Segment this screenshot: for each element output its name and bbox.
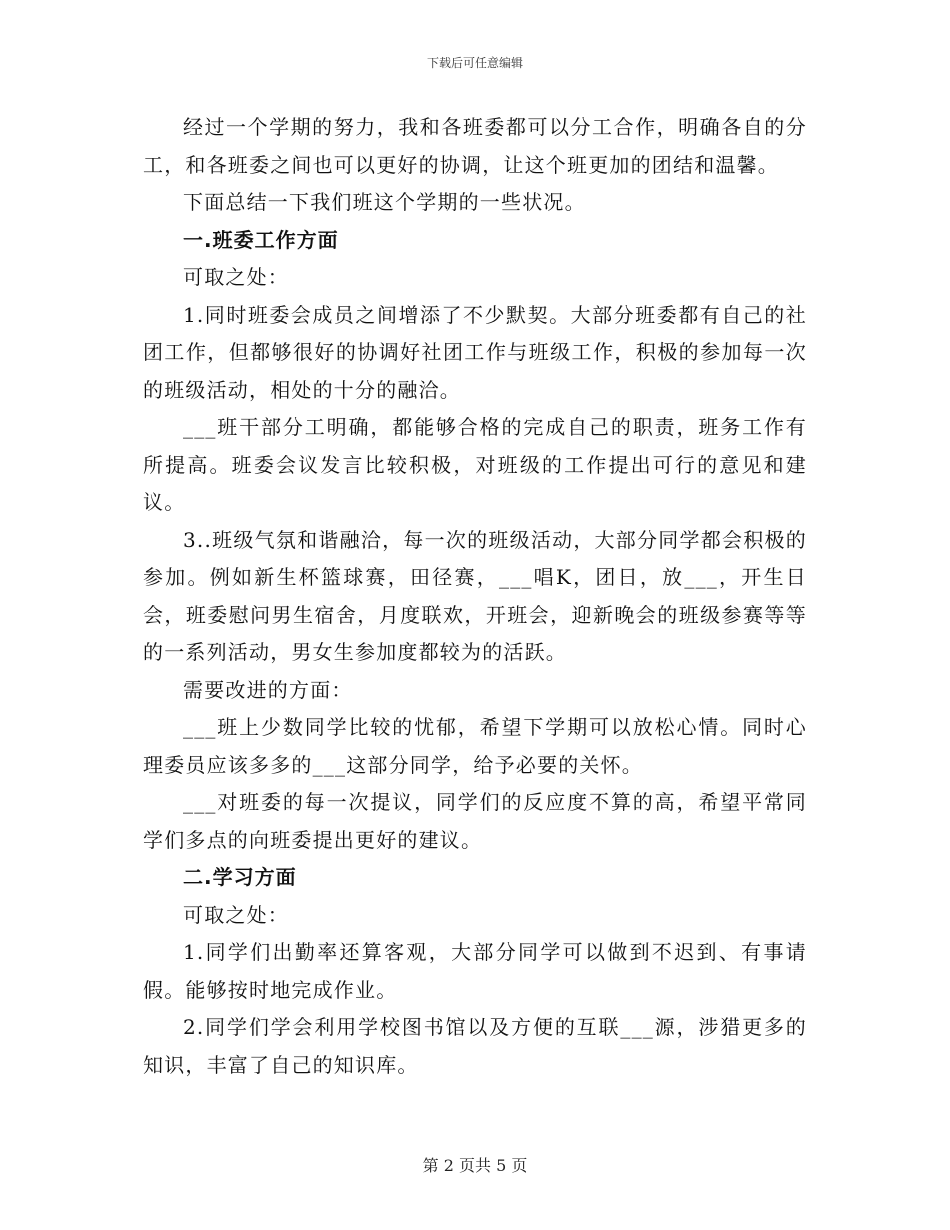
page-header: 下载后可任意编辑: [426, 56, 523, 70]
paragraph: 2.同学们学会利用学校图书馆以及方便的互联___源，涉猎更多的知识，丰富了自己的知识库。: [143, 1015, 807, 1077]
paragraph: 可取之处：: [183, 902, 289, 927]
paragraph: ___班干部分工明确，都能够合格的完成自己的职责，班务工作有所提高。班委会议发言比较积极，对班级的工作提出可行的意见和建议。: [143, 415, 807, 514]
section-heading: 二.学习方面: [183, 865, 297, 889]
paragraph: ___班上少数同学比较的忧郁，希望下学期可以放松心情。同时心理委员应该多多的___这部分同学，给予必要的关怀。: [143, 715, 807, 777]
page-number: 第 2 页共 5 页: [422, 1156, 528, 1175]
paragraph: 1.同学们出勤率还算客观，大部分同学可以做到不迟到、有事请假。能够按时地完成作业。: [143, 940, 807, 1002]
paragraph: 经过一个学期的努力，我和各班委都可以分工合作，明确各自的分工，和各班委之间也可以更好的协调，让这个班更加的团结和温馨。: [143, 115, 807, 177]
paragraph: 3..班级气氛和谐融洽，每一次的班级活动，大部分同学都会积极的参加。例如新生杯篮球赛，田径赛，___唱K，团日，放___，开生日会，班委慰问男生宿舍，月度联欢，开班会，迎新晚会的班级参赛等等的一系列活动，男女生参加度都较为的活跃。: [143, 527, 807, 664]
paragraph: 可取之处：: [183, 265, 289, 289]
paragraph: 下面总结一下我们班这个学期的一些状况。: [183, 190, 586, 214]
paragraph: 需要改进的方面：: [183, 677, 353, 702]
paragraph: ___对班委的每一次提议，同学们的反应度不算的高，希望平常同学们多点的向班委提出更好的建议。: [143, 790, 807, 852]
paragraph: 1.同时班委会成员之间增添了不少默契。大部分班委都有自己的社团工作，但都够很好的协调好社团工作与班级工作，积极的参加每一次的班级活动，相处的十分的融洽。: [143, 302, 807, 402]
document-body: [143, 109, 807, 1084]
section-heading: 一.班委工作方面: [183, 227, 339, 252]
